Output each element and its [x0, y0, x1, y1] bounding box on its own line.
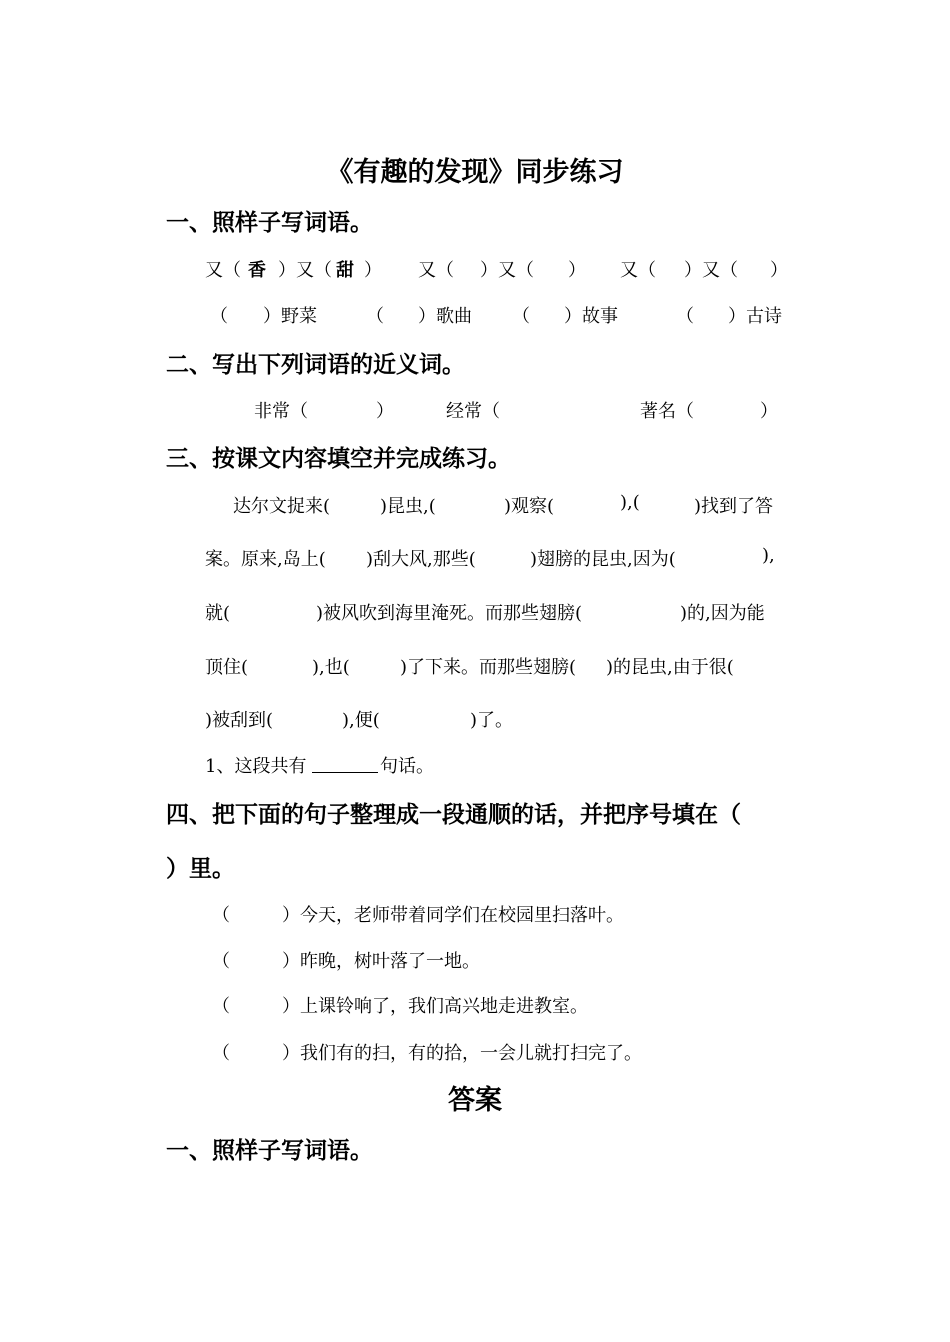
text-fragment: ),	[762, 545, 775, 566]
section-3-heading: 三、按课文内容填空并完成练习。	[166, 445, 511, 472]
text-fragment: 达尔文捉来(	[233, 496, 331, 517]
text-fragment: ）又（	[684, 260, 738, 281]
text-fragment: ）我们有的扫，有的拾，一会儿就打扫完了。	[282, 1043, 642, 1064]
text-fragment: ）	[568, 260, 586, 281]
section-2-heading: 二、写出下列词语的近义词。	[166, 351, 465, 378]
text-fragment: 又（	[418, 260, 454, 281]
text-fragment: 经常（	[446, 401, 500, 422]
page-title: 《有趣的发现》同步练习	[326, 157, 624, 188]
text-fragment: （	[212, 951, 230, 972]
answer-section-1-heading: 一、照样子写词语。	[166, 1137, 373, 1164]
text-fragment: ）歌曲	[418, 306, 472, 327]
text-fragment: 又（	[620, 260, 656, 281]
text-fragment: )了下来。而那些翅膀(	[400, 657, 577, 678]
text-fragment: )找到了答	[694, 496, 774, 517]
text-fragment: )被刮到(	[205, 710, 274, 731]
text-fragment: （	[212, 1043, 230, 1064]
text-fragment: 又（	[205, 260, 241, 281]
text-fragment: 案。原来,岛上(	[205, 549, 326, 570]
text-fragment: )了。	[470, 710, 514, 731]
text-fragment: ）古诗	[728, 306, 782, 327]
question-text: 1、这段共有	[205, 756, 307, 777]
text-fragment: ）	[770, 260, 788, 281]
section-4-heading-line-1: 四、把下面的句子整理成一段通顺的话，并把序号填在（	[166, 801, 741, 828]
text-fragment: )昆虫,(	[380, 496, 436, 517]
section-1-heading: 一、照样子写词语。	[166, 209, 373, 236]
text-fragment: )翅膀的昆虫,因为(	[530, 549, 676, 570]
text-fragment: （	[210, 306, 228, 327]
text-fragment: ）又（	[278, 260, 332, 281]
text-fragment: ）今天，老师带着同学们在校园里扫落叶。	[282, 905, 624, 926]
text-fragment: ),也(	[312, 657, 350, 678]
text-fragment: （	[366, 306, 384, 327]
text-fragment: ）昨晚，树叶落了一地。	[282, 951, 480, 972]
text-fragment: ),(	[620, 492, 640, 513]
text-fragment: （	[512, 306, 530, 327]
text-fragment: ）	[376, 401, 394, 422]
text-fragment: ）故事	[564, 306, 618, 327]
text-fragment: ）	[760, 401, 778, 422]
text-fragment: ）野菜	[263, 306, 317, 327]
example-answer: 甜	[336, 260, 354, 281]
text-fragment: 顶住(	[205, 657, 249, 678]
text-fragment: 非常（	[254, 401, 308, 422]
answer-blank[interactable]	[312, 752, 378, 773]
text-fragment: ）又（	[480, 260, 534, 281]
text-fragment: （	[212, 905, 230, 926]
example-answer: 香	[248, 260, 266, 281]
text-fragment: )刮大风,那些(	[366, 549, 476, 570]
text-fragment: ),便(	[342, 710, 380, 731]
text-fragment: )观察(	[504, 496, 555, 517]
text-fragment: )被风吹到海里淹死。而那些翅膀(	[316, 603, 583, 624]
text-fragment: 著名（	[640, 401, 694, 422]
text-fragment: （	[676, 306, 694, 327]
section-4-heading-line-2: ）里。	[166, 855, 235, 882]
text-fragment: ）上课铃响了，我们高兴地走进教室。	[282, 996, 588, 1017]
text-fragment: )的,因为能	[680, 603, 765, 624]
text-fragment: )的昆虫,由于很(	[606, 657, 734, 678]
answer-title: 答案	[448, 1085, 502, 1116]
text-fragment: ）	[364, 260, 382, 281]
text-fragment: （	[212, 996, 230, 1017]
text-fragment: 就(	[205, 603, 231, 624]
question-text: 句话。	[380, 756, 434, 777]
